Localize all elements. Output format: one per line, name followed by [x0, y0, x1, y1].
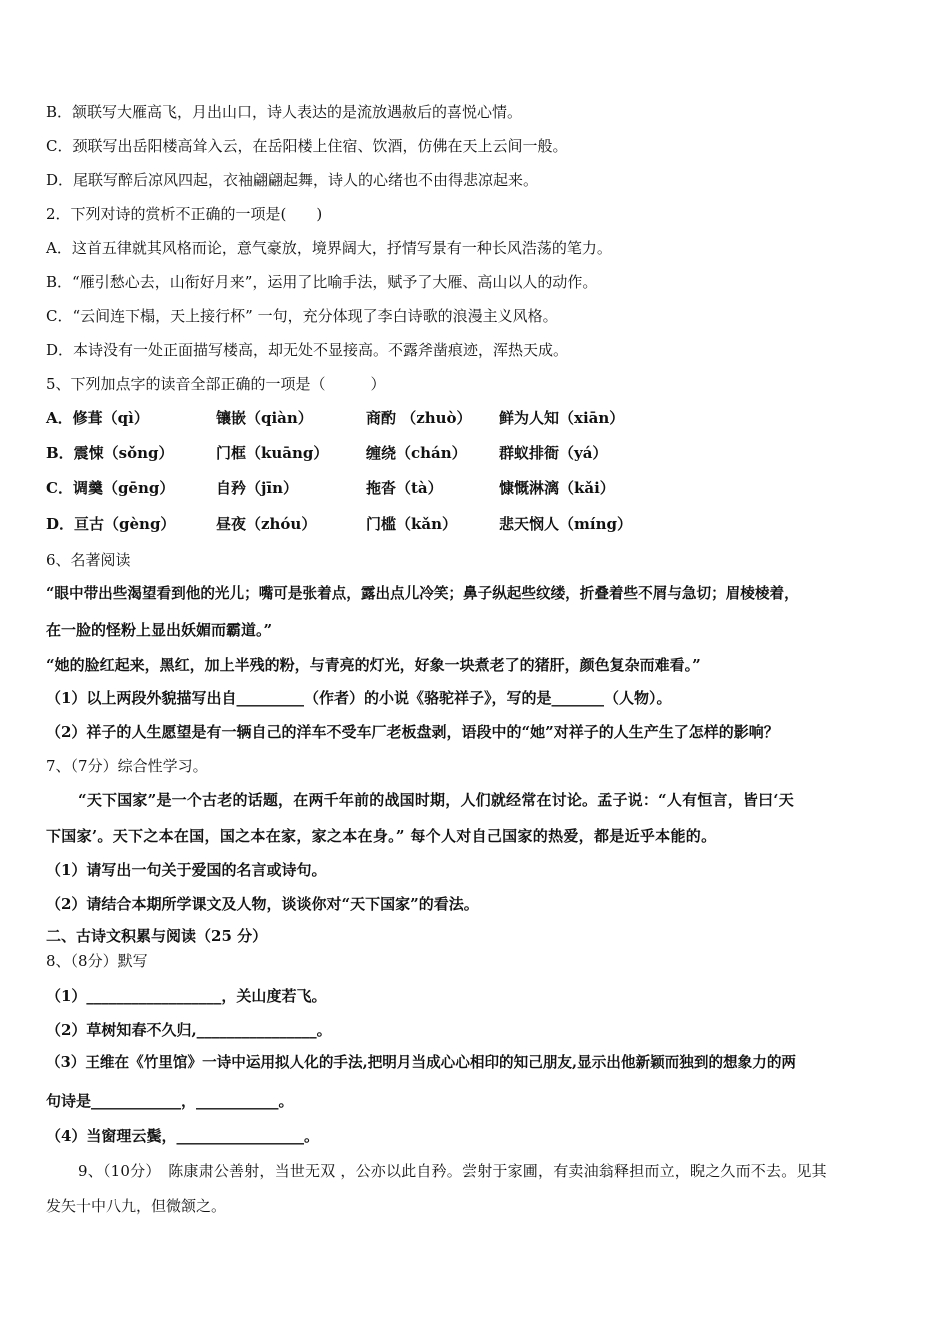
q7-sub2: （2）请结合本期所学课文及人物，谈谈你对“天下国家”的看法。 [46, 895, 479, 913]
q5-a-4: 鲜为人知（xiān） [499, 409, 625, 427]
q2-option-b: B．“雁引愁心去，山衔好月来”，运用了比喻手法，赋予了大雁、高山以人的动作。 [46, 273, 598, 291]
q6-quote1-line2: 在一脸的怪粉上显出妖媚而霸道。” [46, 621, 273, 639]
q5-c-2: 自矜（jīn） [216, 479, 299, 497]
q7-sub1: （1）请写出一句关于爱国的名言或诗句。 [46, 861, 327, 879]
q5-a-1: A．修葺（qì） [46, 409, 149, 427]
q9-line2: 发矢十中八九，但微颔之。 [46, 1197, 227, 1215]
q2-option-d: D．本诗没有一处正面描写楼高，却无处不显接高。不露斧凿痕迹，浑热天成。 [46, 341, 569, 359]
q5-d-1: D．亘古（gèng） [46, 515, 176, 533]
q6-title: 6、名著阅读 [46, 551, 131, 569]
q8-sub3-line1: （3）王维在《竹里馆》一诗中运用拟人化的手法,把明月当成心心相印的知己朋友,显示出他新颖而独到的想象力的两 [46, 1054, 797, 1071]
q5-stem: 5、下列加点字的读音全部正确的一项是（ ） [46, 375, 386, 393]
q9-line1: 9、（10分） 陈康肃公善射，当世无双 ，公亦以此自矜。尝射于家圃，有卖油翁释担而立，睨之久而不去。见其 [78, 1162, 827, 1180]
q1-option-c: C．颈联写出岳阳楼高耸入云，在岳阳楼上住宿、饮酒，仿佛在天上云间一般。 [46, 137, 568, 155]
q8-title: 8、（8分）默写 [46, 952, 148, 970]
q2-option-a: A．这首五律就其风格而论，意气豪放，境界阔大，抒情写景有一种长风浩荡的笔力。 [46, 239, 612, 257]
q6-sub1: （1）以上两段外貌描写出自_________（作者）的小说《骆驼祥子》，写的是_______（人物）。 [46, 689, 672, 707]
q5-a-3: 商酌 （zhuò） [366, 409, 472, 427]
q8-sub4: （4）当窗理云鬓，_________________。 [46, 1127, 319, 1145]
q6-quote2: “她的脸红起来，黑红，加上半残的粉，与青亮的灯光，好象一块煮老了的猪肝，颜色复杂而难看。” [46, 656, 701, 674]
q7-para-line1: “天下国家”是一个古老的话题，在两千年前的战国时期，人们就经常在讨论。孟子说：“人有恒言，皆曰‘天 [78, 791, 794, 809]
q8-sub1: （1）__________________，关山度若飞。 [46, 987, 327, 1005]
q6-sub2: （2）祥子的人生愿望是有一辆自己的洋车不受车厂老板盘剥，语段中的“她”对祥子的人生产生了怎样的影响？ [46, 723, 779, 741]
q5-b-1: B．震悚（sǒng） [46, 444, 174, 462]
q1-option-d: D．尾联写醉后凉风四起，衣袖翩翩起舞，诗人的心绪也不由得悲凉起来。 [46, 171, 539, 189]
q7-title: 7、（7分）综合性学习。 [46, 757, 208, 775]
q6-quote1-line1: “眼中带出些渴望看到他的光儿；嘴可是张着点，露出点儿冷笑；鼻子纵起些纹缕，折叠着些不屑与急切；眉棱棱着， [46, 585, 799, 602]
q5-b-3: 缠绕（chán） [366, 444, 467, 462]
q5-d-2: 昼夜（zhóu） [216, 515, 317, 533]
q1-option-b: B．颔联写大雁高飞，月出山口，诗人表达的是流放遇赦后的喜悦心情。 [46, 103, 523, 121]
q5-d-3: 门槛（kǎn） [366, 515, 458, 533]
q8-sub2: （2）草树知春不久归,________________。 [46, 1021, 332, 1039]
q5-c-4: 慷慨淋漓（kǎi） [499, 479, 615, 497]
q5-d-4: 悲天悯人（míng） [499, 515, 632, 533]
q2-stem: 2．下列对诗的赏析不正确的一项是( ) [46, 205, 323, 223]
q5-c-1: C．调羹（gēng） [46, 479, 175, 497]
q7-para-line2: 下国家’。天下之本在国，国之本在家，家之本在身。” 每个人对自己国家的热爱，都是近乎本能的。 [46, 827, 717, 845]
q8-sub3-line2: 句诗是____________，___________。 [46, 1092, 294, 1110]
q5-c-3: 拖沓（tà） [366, 479, 443, 497]
q2-option-c: C．“云间连下榻，天上接行杯” 一句，充分体现了李白诗歌的浪漫主义风格。 [46, 307, 558, 325]
q5-a-2: 镶嵌（qiàn） [216, 409, 313, 427]
q5-option-row-d [46, 514, 632, 534]
q5-option-row-a [46, 408, 624, 428]
q5-option-row-c [46, 478, 615, 498]
q5-b-4: 群蚁排衙（yá） [499, 444, 608, 462]
q5-b-2: 门框（kuāng） [216, 444, 329, 462]
section-2-heading: 二、古诗文积累与阅读（25 分） [46, 927, 268, 945]
q5-option-row-b [46, 443, 607, 463]
